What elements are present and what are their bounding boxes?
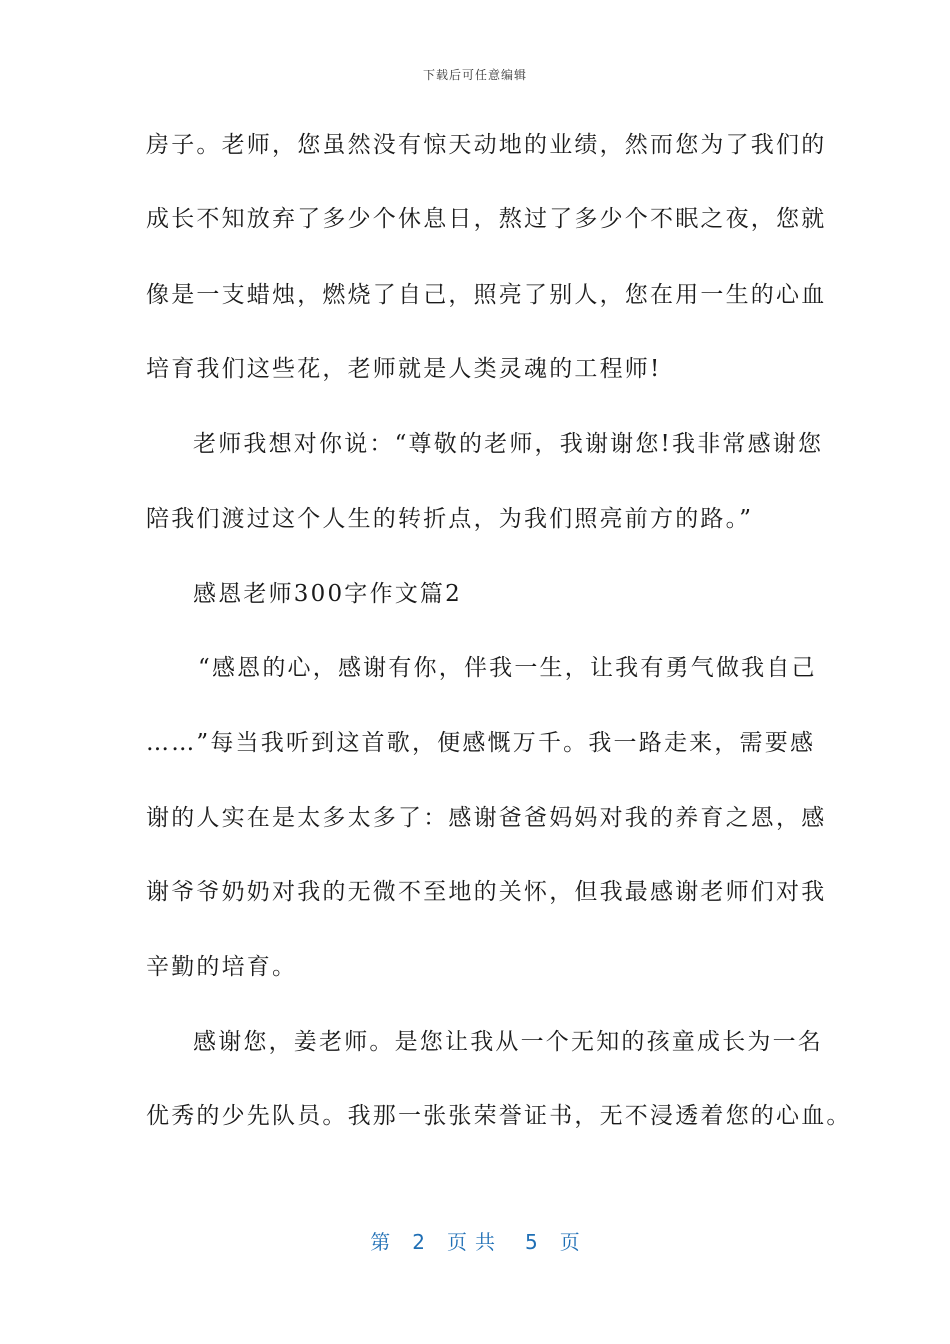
text-line: 辛勤的培育。 xyxy=(146,954,298,980)
page-header-note: 下载后可任意编辑 xyxy=(422,68,527,82)
text-line: 像是一支蜡烛，燃烧了自己，照亮了别人，您在用一生的心血 xyxy=(146,282,827,308)
page-number-footer xyxy=(0,1226,950,1255)
text-line: 成长不知放弃了多少个休息日，熬过了多少个不眠之夜，您就 xyxy=(146,206,827,232)
text-line: 培育我们这些花，老师就是人类灵魂的工程师! xyxy=(146,356,662,382)
text-line: 陪我们渡过这个人生的转折点，为我们照亮前方的路。” xyxy=(146,506,754,532)
text-line: 老师我想对你说：“尊敬的老师，我谢谢您!我非常感谢您 xyxy=(193,431,824,457)
footer-current-page: 2 xyxy=(412,1230,425,1254)
text-line: “感恩的心，感谢有你，伴我一生，让我有勇气做我自己 xyxy=(198,655,817,681)
text-line: ……”每当我听到这首歌，便感慨万千。我一路走来，需要感 xyxy=(146,730,816,756)
footer-prefix: 第 xyxy=(370,1230,391,1254)
footer-total-pages: 5 xyxy=(525,1230,538,1254)
footer-middle: 页共 xyxy=(447,1230,503,1254)
text-line: 房子。老师，您虽然没有惊天动地的业绩，然而您为了我们的 xyxy=(146,132,827,158)
footer-suffix: 页 xyxy=(559,1230,580,1254)
text-line: 感谢您，姜老师。是您让我从一个无知的孩童成长为一名 xyxy=(193,1029,823,1055)
text-line: 谢的人实在是太多太多了：感谢爸爸妈妈对我的养育之恩，感 xyxy=(146,805,827,831)
section-heading: 感恩老师300字作文篇2 xyxy=(193,581,462,607)
text-line: 优秀的少先队员。我那一张张荣誉证书，无不浸透着您的心血。 xyxy=(146,1103,852,1129)
text-line: 谢爷爷奶奶对我的无微不至地的关怀，但我最感谢老师们对我 xyxy=(146,879,827,905)
